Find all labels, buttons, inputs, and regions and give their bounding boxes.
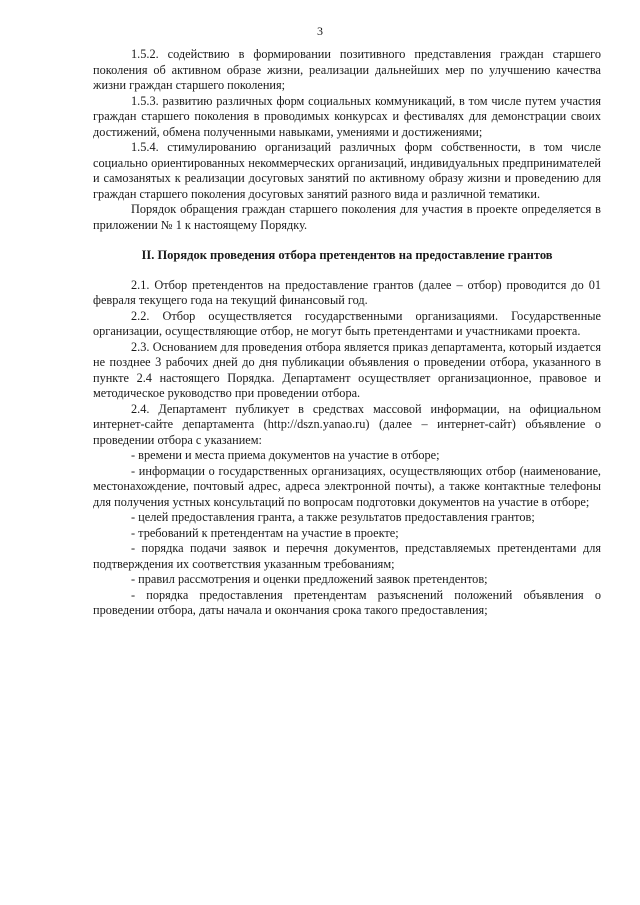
list-item: - времени и места приема документов на участие в отборе; — [131, 448, 440, 462]
paragraph-2-3: 2.3. Основанием для проведения отбора является приказ департамента, который издается не позднее 3 рабочих дней до дня публикации объявления о проведении отбора, указанного в пункте 2.4 настоящего Порядка. Департамент осуществляет организационное, правовое и методическое руководство при проведении отбора. — [93, 339, 601, 400]
section-heading: II. Порядок проведения отбора претендентов на предоставление грантов — [141, 248, 553, 262]
list-item: - порядка подачи заявок и перечня документов, представляемых претендентами для подтверждения их соответствия указанным требованиям; — [93, 541, 601, 571]
paragraph-1-5-4: 1.5.4. стимулированию организаций различных форм собственности, в том числе социально ориентированных некоммерческих организаций, индивидуальных предпринимателей и самозанятых к реализации досуговых занятий по активному образу жизни и проведению для граждан старшего поколения досуговых занятий разного вида и различной тематики. — [93, 140, 601, 201]
list-item: - правил рассмотрения и оценки предложений заявок претендентов; — [131, 572, 488, 586]
list-item: - информации о государственных организациях, осуществляющих отбор (наименование, местонахождение, почтовый адрес, адреса электронной почты), а также контактные телефоны для получения устных консультаций по вопросам подготовки документов на участие в отборе; — [93, 463, 601, 509]
page-number: 3 — [317, 24, 323, 38]
paragraph-appeal-procedure: Порядок обращения граждан старшего поколения для участия в проекте определяется в приложении № 1 к настоящему Порядку. — [93, 202, 601, 232]
list-item: - требований к претендентам на участие в проекте; — [131, 525, 399, 540]
list-item: - целей предоставления гранта, а также результатов предоставления грантов; — [131, 510, 535, 524]
paragraph-2-4: 2.4. Департамент публикует в средствах массовой информации, на официальном интернет-сайте департамента (http://dszn.yanao.ru) (далее – интернет-сайт) объявление о проведении отбора с указанием: — [93, 401, 601, 447]
paragraph-1-5-3: 1.5.3. развитию различных форм социальных коммуникаций, в том числе путем участия граждан старшего поколения в проводимых конкурсах и фестивалях для демонстрации своих достижений, обмена полученными навыками, умениями и достижениями; — [93, 93, 601, 139]
document-body — [93, 47, 601, 619]
paragraph-2-1: 2.1. Отбор претендентов на предоставление грантов (далее – отбор) проводится до 01 февраля текущего года на текущий финансовый год. — [93, 277, 601, 307]
paragraph-1-5-2: 1.5.2. содействию в формировании позитивного представления граждан старшего поколения об активном образе жизни, реализации дальнейших мер по улучшению качества жизни граждан старшего поколения; — [93, 47, 601, 92]
paragraph-2-2: 2.2. Отбор осуществляется государственными организациями. Государственные организации, осуществляющие отбор, не могут быть претендентами и участниками проекта. — [93, 308, 601, 338]
list-item: - порядка предоставления претендентам разъяснений положений объявления о проведении отбора, даты начала и окончания срока такого предоставления; — [93, 587, 601, 617]
